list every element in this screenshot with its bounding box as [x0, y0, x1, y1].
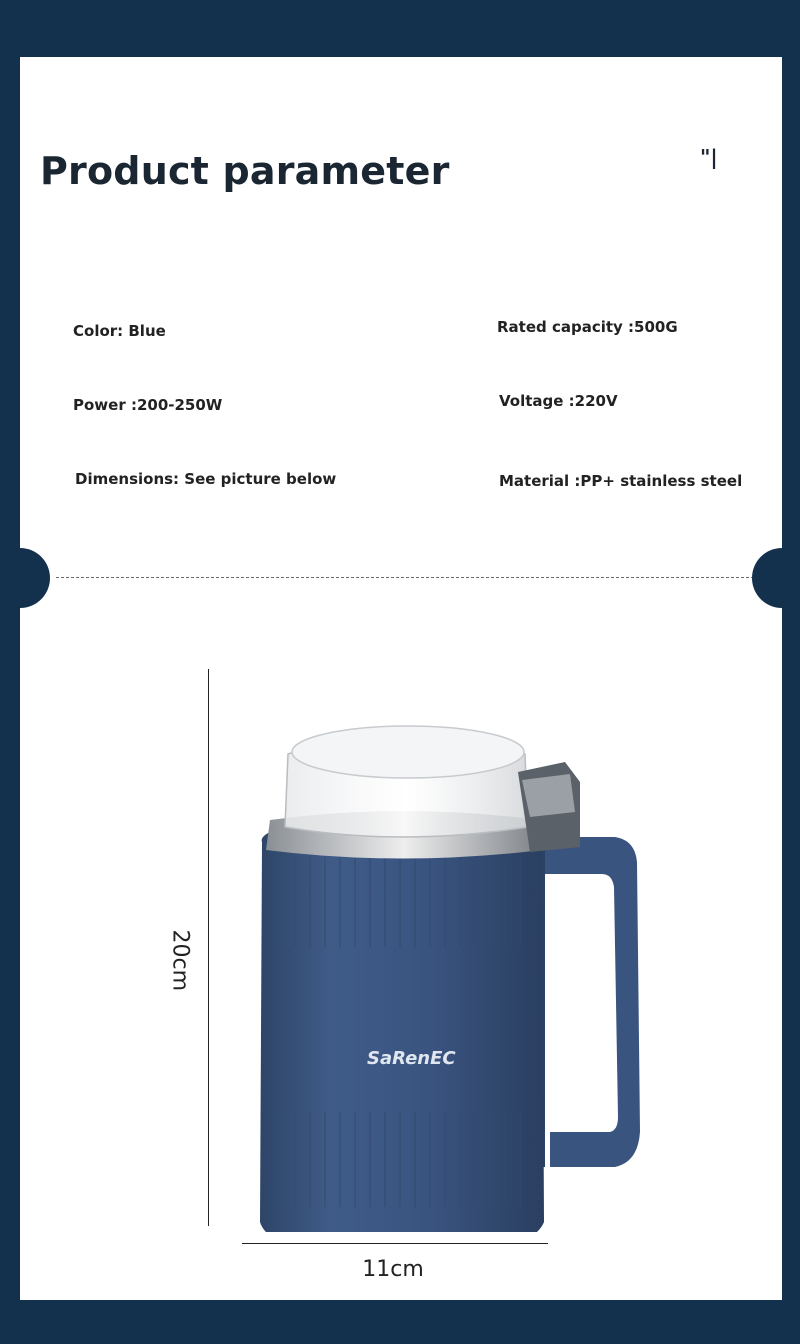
param-capacity: Rated capacity :500G [497, 318, 678, 336]
width-dimension-label: 11cm [362, 1257, 424, 1282]
height-dimension-line [208, 669, 209, 1226]
quote-mark-decoration: "| [700, 145, 718, 169]
left-notch [0, 548, 50, 608]
width-dimension-line [242, 1243, 548, 1244]
right-notch [752, 548, 800, 608]
param-power: Power :200-250W [73, 396, 223, 414]
param-voltage: Voltage :220V [499, 392, 618, 410]
height-dimension-label: 20cm [167, 929, 193, 992]
page-title: Product parameter [40, 149, 450, 193]
param-material: Material :PP+ stainless steel [499, 472, 743, 490]
param-dimensions: Dimensions: See picture below [75, 470, 337, 488]
brand-logo-text: SaRenEC [367, 1048, 456, 1069]
parameter-card [20, 57, 782, 1300]
param-color: Color: Blue [73, 322, 166, 340]
grinder-product-image [230, 662, 650, 1232]
dashed-divider [56, 577, 754, 578]
